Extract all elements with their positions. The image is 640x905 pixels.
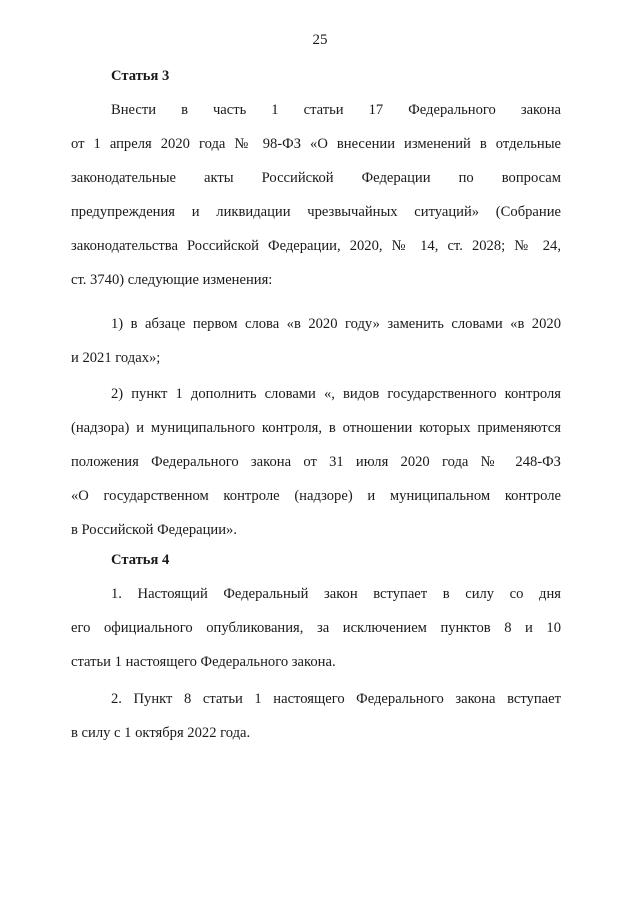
text-line: законодательные акты Российской Федерации по вопросам xyxy=(71,170,561,186)
article-4 xyxy=(71,550,561,741)
article-4-paragraph-1 xyxy=(71,577,561,679)
article-3 xyxy=(71,66,561,538)
text-line: законодательства Российской Федерации, 2020, № 14, ст. 2028; № 24, xyxy=(71,238,561,254)
article-3-heading: Статья 3 xyxy=(111,68,170,84)
text-line: предупреждения и ликвидации чрезвычайных ситуаций» (Собрание xyxy=(71,204,561,220)
text-line: 2) пункт 1 дополнить словами «, видов государственного контроля xyxy=(111,386,561,402)
text-line: 1) в абзаце первом слова «в 2020 году» заменить словами «в 2020 xyxy=(111,316,561,332)
text-line: 1. Настоящий Федеральный закон вступает в силу со дня xyxy=(111,586,561,602)
text-line: его официального опубликования, за исключением пунктов 8 и 10 xyxy=(71,620,561,636)
text-line: ст. 3740) следующие изменения: xyxy=(71,272,273,288)
text-line: Внести в часть 1 статьи 17 Федерального закона xyxy=(111,102,561,118)
text-line: в Российской Федерации». xyxy=(71,522,237,538)
article-3-item-2 xyxy=(71,377,561,547)
page-number: 25 xyxy=(312,32,328,48)
text-line: и 2021 годах»; xyxy=(71,350,161,366)
text-line: статьи 1 настоящего Федерального закона. xyxy=(71,654,336,670)
text-line: положения Федерального закона от 31 июля 2020 года № 248-ФЗ xyxy=(71,454,561,470)
article-4-paragraph-2 xyxy=(71,682,561,750)
article-3-item-1 xyxy=(71,307,561,375)
text-line: в силу с 1 октября 2022 года. xyxy=(71,725,251,741)
article-3-paragraph-intro xyxy=(71,93,561,297)
text-line: (надзора) и муниципального контроля, в отношении которых применяются xyxy=(71,420,561,436)
article-4-heading: Статья 4 xyxy=(111,552,170,568)
text-line: 2. Пункт 8 статьи 1 настоящего Федерального закона вступает xyxy=(111,691,561,707)
text-line: «О государственном контроле (надзоре) и муниципальном контроле xyxy=(71,488,561,504)
text-line: от 1 апреля 2020 года № 98-ФЗ «О внесении изменений в отдельные xyxy=(71,136,561,152)
